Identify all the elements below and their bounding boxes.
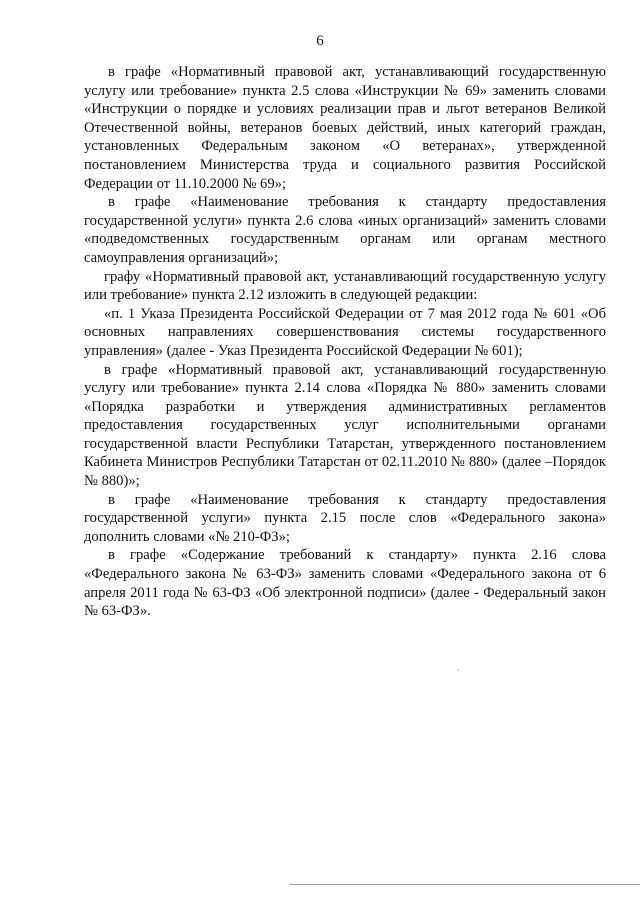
- paragraph-amendment-2-6: в графе «Наименование требования к стандарту предоставления государственной услуги» пункта 2.6 слова «иных организаций» заменить словами «подведомственных государственным органам или органам местного самоуправления организаций»;: [84, 194, 606, 266]
- paragraph-amendment-2-12: графу «Нормативный правовой акт, устанавливающий государственную услугу или требование» пункта 2.12 изложить в следующей редакции:: [84, 268, 606, 304]
- paragraph-decree-601: «п. 1 Указа Президента Российской Федерации от 7 мая 2012 года № 601 «Об основных направлениях совершенствования системы государственного управления» (далее - Указ Президента Российской Федерации № 601);: [84, 305, 606, 359]
- paragraph-amendment-2-14: в графе «Нормативный правовой акт, устанавливающий государственную услугу или требование» пункта 2.14 слова «Порядка № 880» заменить словами «Порядка разработки и утверждения административных регламентов предоставления государственных услуг исполнительными органами государственной власти Республики Татарстан, утвержденного постановлением Кабинета Министров Республики Татарстан от 02.11.2010 № 880» (далее –Порядок № 880)»;: [84, 361, 606, 490]
- document-body: [84, 63, 606, 621]
- scan-speck: [458, 669, 459, 671]
- paragraph-amendment-2-16: в графе «Содержание требований к стандарту» пункта 2.16 слова «Федерального закона № 63-ФЗ» заменить словами «Федерального закона от 6 апреля 2011 года № 63-ФЗ «Об электронной подписи» (далее - Федеральный закон № 63-ФЗ».: [84, 547, 606, 620]
- page-number: 6: [316, 33, 324, 49]
- footer-rule: [290, 884, 640, 885]
- paragraph-amendment-2-5: в графе «Нормативный правовой акт, устанавливающий государственную услугу или требование» пункта 2.5 слова «Инструкции № 69» заменить словами «Инструкции о порядке и условиях реализации прав и льгот ветеранов Великой Отечественной войны, ветеранов боевых действий, иных категорий граждан, установленных Федеральным законом «О ветеранах», утвержденной постановлением Министерства труда и социального развития Российской Федерации от 11.10.2000 № 69»;: [84, 64, 606, 192]
- paragraph-amendment-2-15: в графе «Наименование требования к стандарту предоставления государственной услуги» пункта 2.15 после слов «Федерального закона» дополнить словами «№ 210-ФЗ»;: [84, 491, 606, 545]
